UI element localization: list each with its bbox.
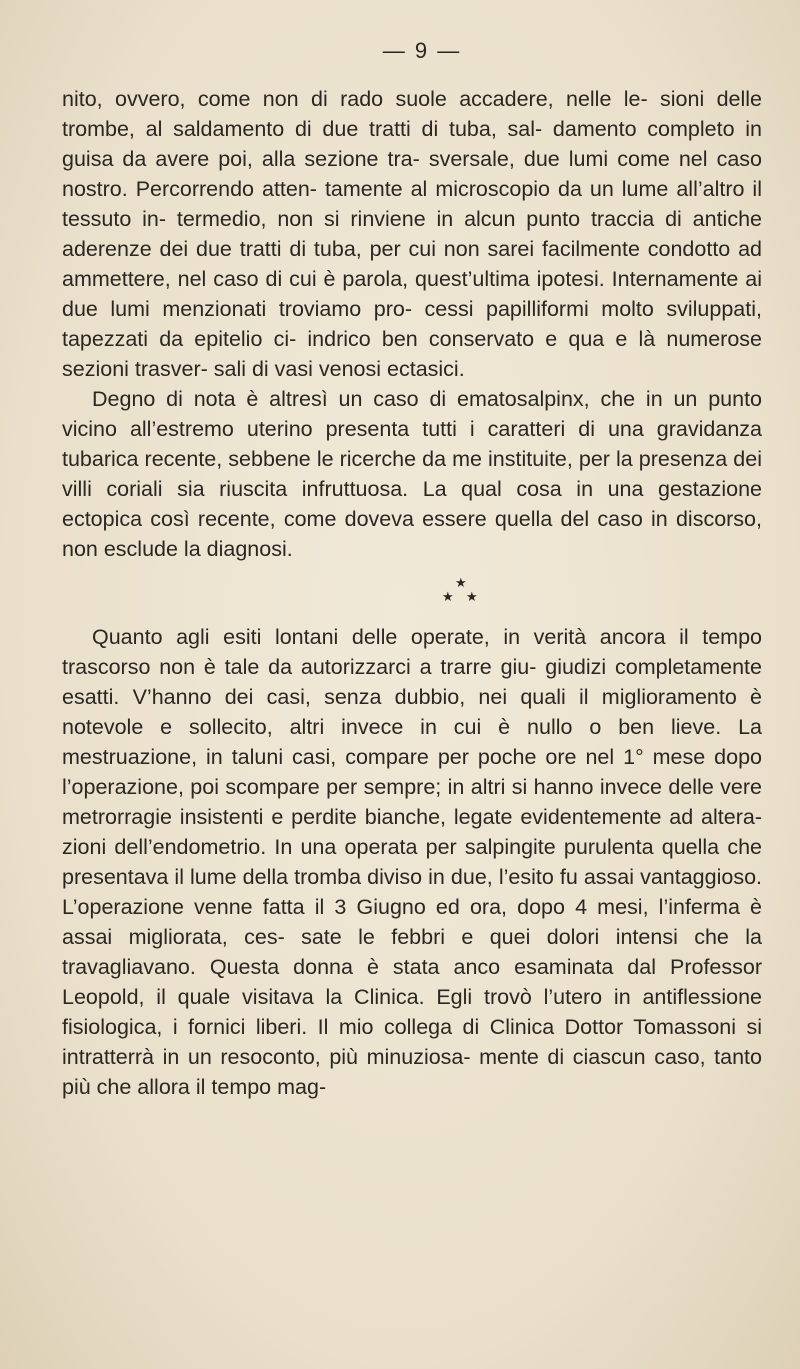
paragraph-2: Degno di nota è altresì un caso di ematosalpinx, che in un punto vicino all’estremo uterino presenta tutti i caratteri di una gravidanza tubarica recente, sebbene le ricerche da me instituite, per la presenza dei villi coriali sia riuscita infruttuosa. La qual cosa in una gestazione ectopica così recente, come doveva essere quella del caso in discorso, non esclude la diagnosi. xyxy=(62,387,762,561)
separator-star-icon: ★ xyxy=(455,575,467,590)
paragraph-1: nito, ovvero, come non di rado suole accadere, nelle le- sioni delle trombe, al saldamento di due tratti di tuba, sal- damento completo in guisa da avere poi, alla sezione tra- sversale, due lumi come nel caso nostro. Percorrendo atten- tamente al microscopio da un lume all’altro il tessuto in- termedio, non si rinviene in alcun punto traccia di antiche aderenze dei due tratti di tuba, per cui non sarei facilmente condotto ad ammettere, nel caso di cui è parola, quest’ultima ipotesi. Internamente ai due lumi menzionati troviamo pro- cessi papilliformi molto sviluppati, tapezzati da epitelio ci- indrico ben conservato e qua e là numerose sezioni trasver- sali di vasi venosi ectasici. xyxy=(62,87,762,381)
separator-star-icon: ★ xyxy=(466,589,478,604)
paragraph-3: Quanto agli esiti lontani delle operate, in verità ancora il tempo trascorso non è tale da autorizzarci a trarre giu- giudizi completamente esatti. V’hanno dei casi, senza dubbio, nei quali il miglioramento è notevole e sollecito, altri invece in cui è nullo o ben lieve. La mestruazione, in taluni casi, compare per poche ore nel 1° mese dopo l’operazione, poi scompare per sempre; in altri si hanno invece delle vere metrorragie insistenti e perdite bianche, legate evidentemente ad altera- zioni dell’endometrio. In una operata per salpingite purulenta quella che presentava il lume della tromba diviso in due, l’esito fu assai vantaggioso. L’operazione venne fatta il 3 Giugno ed ora, dopo 4 mesi, l’inferma è assai migliorata, ces- sate le febbri e quei dolori intensi che la travagliavano. Questa donna è stata anco esaminata dal Professor Leopold, il quale visitava la Clinica. Egli trovò l’utero in antiflessione fisiologica, i fornici liberi. Il mio collega di Clinica Dottor Tomassoni si intratterrà in un resoconto, più minuziosa- mente di ciascun caso, tanto più che allora il tempo mag- xyxy=(62,625,762,1099)
section-separator xyxy=(62,572,762,612)
document-page xyxy=(62,38,762,1102)
separator-star-icon: ★ xyxy=(442,589,454,604)
page-number: — 9 — xyxy=(382,38,462,63)
